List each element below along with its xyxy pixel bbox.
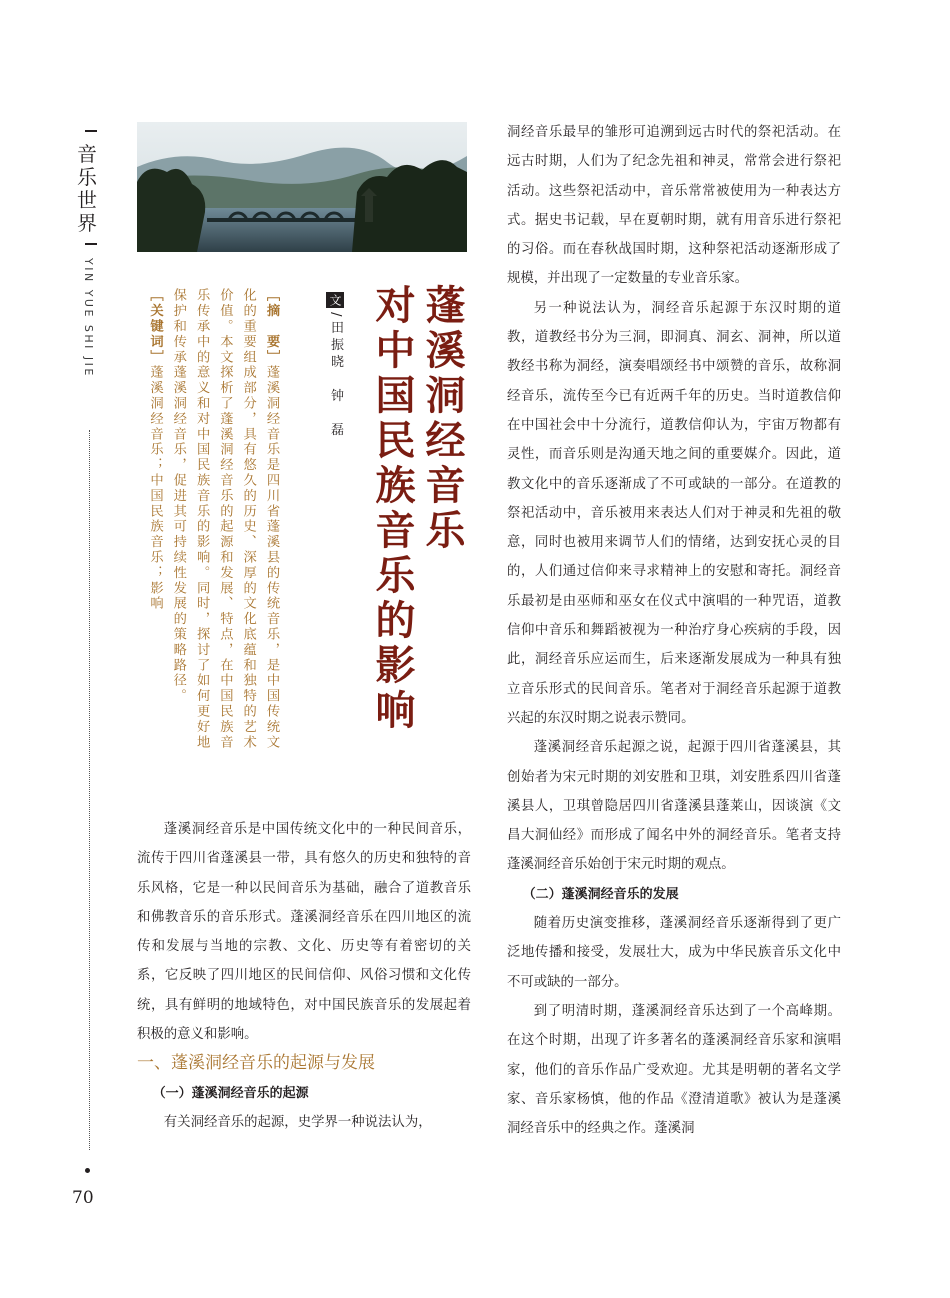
header-char: 界 xyxy=(77,211,97,235)
running-header-title xyxy=(72,143,102,235)
body-paragraph: 洞经音乐最早的雏形可追溯到远古时代的祭祀活动。在远古时期，人们为了纪念先祖和神灵，常常会进行祭祀活动。这些祭祀活动中，音乐常常被使用为一种表达方式。据史书记载，早在夏朝时期，就有用音乐进行祭祀的习俗。而在春秋战国时期，这种祭祀活动逐渐形成了规模，并出现了一定数量的专业音乐家。 xyxy=(507,125,841,287)
keywords-label: ［关键词］ xyxy=(147,288,163,365)
header-rule-bottom xyxy=(85,243,97,245)
keywords-paragraph xyxy=(143,288,166,758)
subsection-heading-1: （一）蓬溪洞经音乐的起源 xyxy=(152,1085,309,1101)
section-heading-1: 一、蓬溪洞经音乐的起源与发展 xyxy=(137,1053,375,1074)
abstract-label: ［摘 要］ xyxy=(264,288,279,365)
keywords-text: 蓬溪洞经音乐；中国民族音乐；影响 xyxy=(147,365,163,612)
dotted-rule xyxy=(89,430,90,1150)
header-rule-top xyxy=(85,130,97,132)
header-char: 乐 xyxy=(77,165,97,189)
byline-authors: /田振晓 钟 磊 xyxy=(328,312,343,440)
header-char: 世 xyxy=(77,188,97,212)
bullet-dot xyxy=(85,1168,90,1173)
body-column-right xyxy=(507,118,841,1143)
abstract-text: 蓬溪洞经音乐是四川省蓬溪县的传统音乐，是中国传统文化的重要组成部分，具有悠久的历史、深厚的文化底蕴和独特的艺术价值。本文探析了蓬溪洞经音乐的起源和发展、特点，在中国民族音乐传承中的意义和对中国民族音乐的影响。同时，探讨了如何更好地保护和传承蓬溪洞经音乐，促进其可持续性发展的策略路径。 xyxy=(170,288,279,750)
body-paragraph: 有关洞经音乐的起源，史学界一种说法认为， xyxy=(163,1114,432,1130)
body-paragraph: 另一种说法认为，洞经音乐起源于东汉时期的道教，道教经书分为三洞，即洞真、洞玄、洞神，所以道教经书称为洞经，演奏唱颂经书中颂赞的音乐，故称洞经音乐，流传至今已有近两千年的历史。当时道教信仰在中国社会中十分流行，道教信仰认为，宇宙万物都有灵性，而音乐则是沟通天地之间的重要媒介。因此，道教文化中的音乐逐渐成了不可或缺的一部分。在道教的祭祀活动中，音乐被用来表达人们对于神灵和先祖的敬意，同时也被用来调节人们的情绪，达到安抚心灵的目的，人们通过信仰来寻求精神上的安慰和寄托。洞经音乐最初是由巫师和巫女在仪式中演唱的一种咒语，道教信仰中音乐和舞蹈被视为一种治疗身心疾病的手段，因此，洞经音乐应运而生，后来逐渐发展成为一种具有独立音乐形式的民间音乐。笔者对于洞经音乐起源于道教兴起的东汉时期之说表示赞同。 xyxy=(507,300,841,726)
article-title-line1: 蓬溪洞经音乐 xyxy=(419,284,465,554)
body-column-left xyxy=(137,815,471,1137)
byline xyxy=(326,292,344,440)
abstract-block xyxy=(143,288,283,758)
page-number: 70 xyxy=(72,1188,94,1208)
byline-label: 文 xyxy=(328,294,342,306)
abstract-paragraph xyxy=(167,288,283,758)
intro-paragraph: 蓬溪洞经音乐是中国传统文化中的一种民间音乐，流传于四川省蓬溪县一带，具有悠久的历史和独特的音乐风格，它是一种以民间音乐为基础，融合了道教音乐和佛教音乐的音乐形式。蓬溪洞经音乐在四川地区的流传和发展与当地的宗教、文化、历史等有着密切的关系，它反映了四川地区的民间信仰、风俗习惯和文化传统，具有鲜明的地域特色，对中国民族音乐的发展起着积极的意义和影响。 xyxy=(137,822,471,1043)
lake-bridge-photo xyxy=(137,122,467,252)
body-paragraph: 随着历史演变推移，蓬溪洞经音乐逐渐得到了更广泛地传播和接受，发展壮大，成为中华民族音乐文化中不可或缺的一部分。 xyxy=(507,916,841,990)
running-header-pinyin: YIN YUE SHI JIE xyxy=(82,258,95,378)
header-char: 音 xyxy=(77,142,97,166)
subsection-heading-2: （二）蓬溪洞经音乐的发展 xyxy=(522,886,679,902)
body-paragraph: 蓬溪洞经音乐起源之说，起源于四川省蓬溪县，其创始者为宋元时期的刘安胜和卫琪，刘安胜系四川省蓬溪县人，卫琪曾隐居四川省蓬溪县蓬莱山，因谈演《文昌大洞仙经》而形成了闻名中外的洞经音乐。笔者支持蓬溪洞经音乐始创于宋元时期的观点。 xyxy=(507,740,841,873)
body-paragraph: 到了明清时期，蓬溪洞经音乐达到了一个高峰期。在这个时期，出现了许多著名的蓬溪洞经音乐家和演唱家，他们的音乐作品广受欢迎。尤其是明朝的著名文学家、音乐家杨慎，他的作品《澄清道歌》被认为是蓬溪洞经音乐中的经典之作。蓬溪洞 xyxy=(507,1003,841,1137)
article-title-line2: 对中国民族音乐的影响 xyxy=(369,284,415,734)
